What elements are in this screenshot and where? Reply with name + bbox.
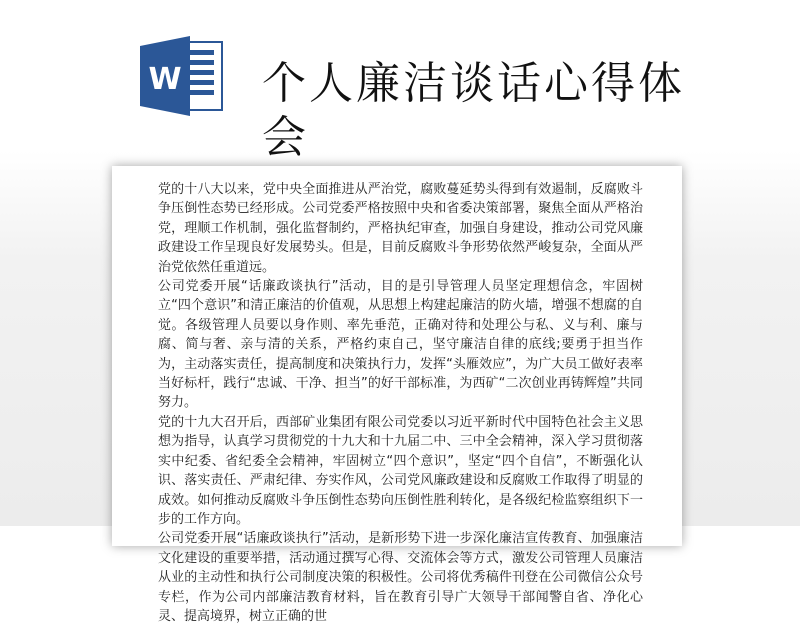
document-body — [158, 180, 643, 626]
document-page — [112, 166, 682, 624]
paragraph-4: 公司党委开展“话廉政谈执行”活动，是新形势下进一步深化廉洁宣传教育、加强廉洁文化建设的重要举措，活动通过撰写心得、交流体会等方式，激发公司管理人员廉洁从业的主动性和执行公司制度决策的积极性。公司将优秀稿件刊登在公司微信公众号专栏，作为公司内部廉洁教育材料，旨在教育引导广大领导干部闻警自省、净化心灵、提高境界，树立正确的世 — [158, 531, 643, 624]
page-title: 个人廉洁谈话心得体会 — [262, 58, 685, 164]
paragraph-2: 公司党委开展“话廉政谈执行”活动，目的是引导管理人员坚定理想信念，牢固树立“四个意识”和清正廉洁的价值观，从思想上构建起廉洁的防火墙，增强不想腐的自觉。各级管理人员要以身作则、率先垂范，正确对待和处理公与私、义与利、廉与腐、简与奢、亲与清的关系，严格约束自己，坚守廉洁自律的底线;要勇于担当作为，主动落实责任，提高制度和决策执行力，发挥“头雁效应”，为广大员工做好表率当好标杆，践行“忠诚、干净、担当”的好干部标准，为西矿“二次创业再铸辉煌”共同努力。 — [158, 279, 643, 411]
word-document-icon — [140, 34, 226, 118]
paragraph-3: 党的十九大召开后，西部矿业集团有限公司党委以习近平新时代中国特色社会主义思想为指导，认真学习贯彻党的十九大和十九届二中、三中全会精神，深入学习贯彻落实中纪委、省纪委全会精神，牢固树立“四个意识”，坚定“四个自信”，不断强化认识、落实责任、严肃纪律、夯实作风，公司党风廉政建设和反腐败工作取得了明显的成效。如何推动反腐败斗争压倒性态势向压倒性胜利转化，是各级纪检监察组织下一步的工作方向。 — [158, 414, 643, 527]
word-icon-letter: W — [148, 62, 182, 97]
paragraph-1: 党的十八大以来，党中央全面推进从严治党，腐败蔓延势头得到有效遏制，反腐败斗争压倒性态势已经形成。公司党委严格按照中央和省委决策部署，聚焦全面从严格治党，理顺工作机制，强化监督制约，严格执纪审查，加强自身建设，推动公司党风廉政建设工作呈现良好发展势头。但是，目前反腐败斗争形势依然严峻复杂，全面从严治党依然任重道远。 — [158, 182, 643, 275]
